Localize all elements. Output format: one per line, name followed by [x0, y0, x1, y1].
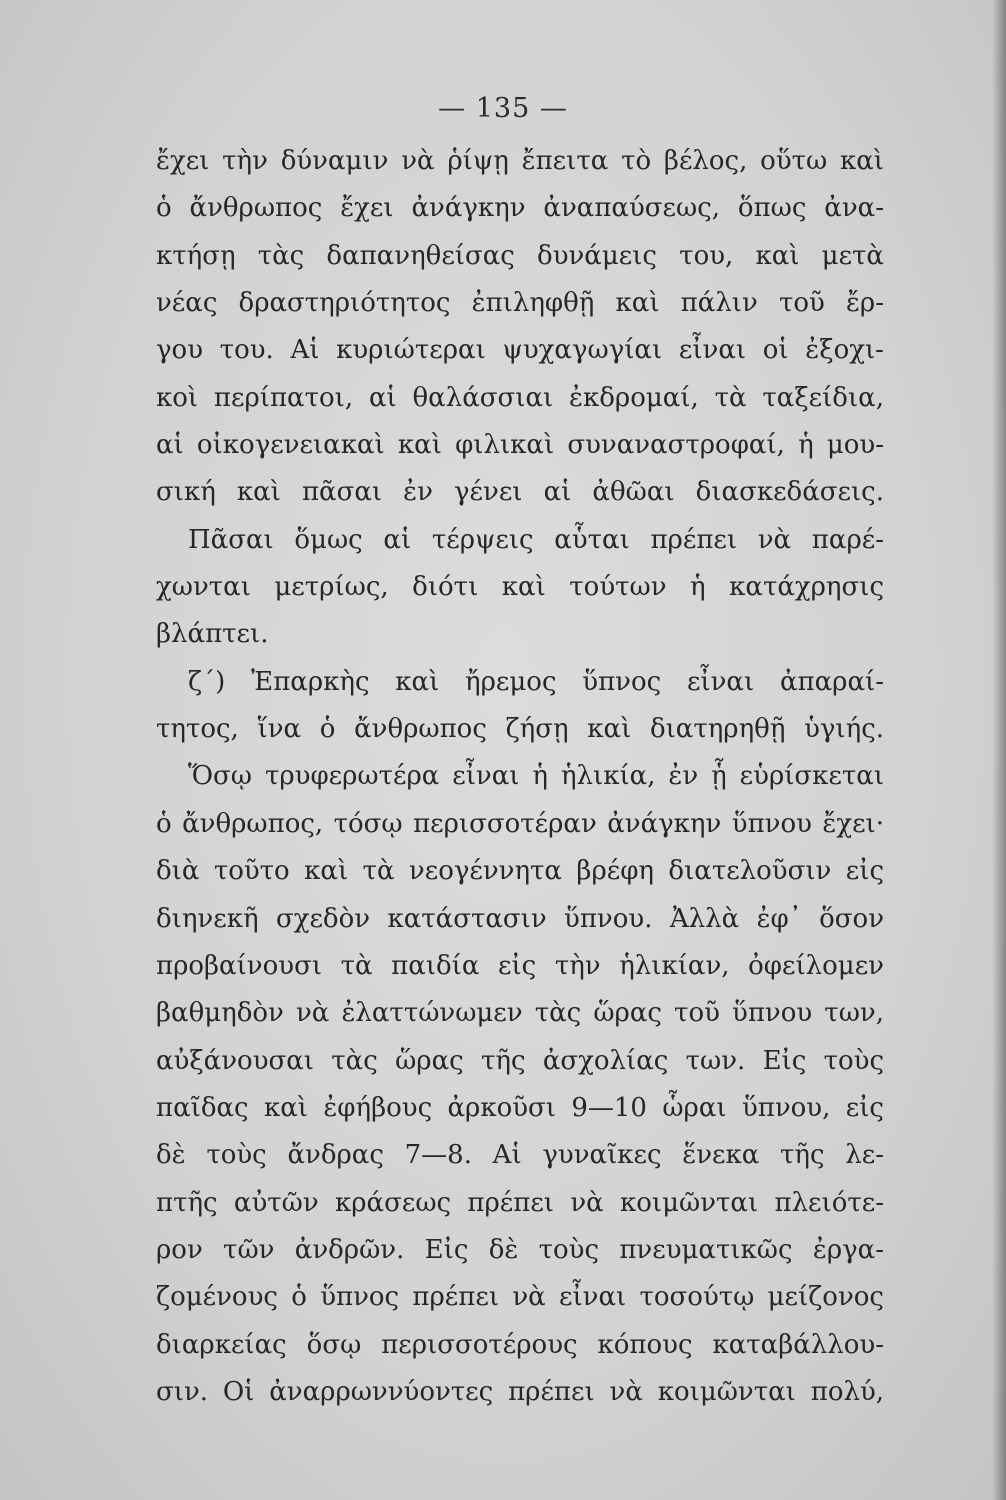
text-line: γου του. Αἱ κυριώτεραι ψυχαγωγίαι εἶναι οἱ ἐξοχι-: [156, 335, 884, 366]
text-line: ζ΄) Ἐπαρκὴς καὶ ἤρεμος ὕπνος εἶναι ἀπαραί-: [188, 666, 884, 697]
text-line: ρον τῶν ἀνδρῶν. Εἰς δὲ τοὺς πνευματικῶς ἐργα-: [156, 1234, 884, 1265]
text-line: σιν. Οἱ ἀναρρωννύοντες πρέπει νὰ κοιμῶνται πολύ,: [156, 1376, 884, 1407]
text-line: ἔχει τὴν δύναμιν νὰ ῥίψῃ ἔπειτα τὸ βέλος, οὕτω καὶ: [156, 146, 884, 176]
text-line: αἱ οἰκογενειακαὶ καὶ φιλικαὶ συναναστροφαί, ἡ μου-: [156, 430, 884, 461]
text-line: κτήσῃ τὰς δαπανηθείσας δυνάμεις του, καὶ μετὰ: [156, 240, 884, 271]
body-text: [156, 138, 884, 1416]
text-line: διὰ τοῦτο καὶ τὰ νεογέννητα βρέφη διατελοῦσιν εἰς: [156, 856, 884, 887]
text-line: ὁ ἄνθρωπος ἔχει ἀνάγκην ἀναπαύσεως, ὅπως ἀνα-: [156, 193, 884, 224]
text-line: ὁ ἄνθρωπος, τόσῳ περισσοτέραν ἀνάγκην ὕπνου ἔχει·: [156, 808, 884, 839]
text-line: τητος, ἵνα ὁ ἄνθρωπος ζήσῃ καὶ διατηρηθῇ ὑγιής.: [156, 714, 884, 745]
text-line: βαθμηδὸν νὰ ἐλαττώνωμεν τὰς ὥρας τοῦ ὕπνου των,: [156, 998, 884, 1029]
text-line: ζομένους ὁ ὕπνος πρέπει νὰ εἶναι τοσούτῳ μείζονος: [156, 1282, 884, 1313]
text-line: χωνται μετρίως, διότι καὶ τούτων ἡ κατάχρησις: [156, 572, 884, 603]
text-line: σική καὶ πᾶσαι ἐν γένει αἱ ἀθῶαι διασκεδάσεις.: [156, 477, 884, 508]
page-edge-shadow: [992, 0, 1006, 1500]
text-line: προβαίνουσι τὰ παιδία εἰς τὴν ἡλικίαν, ὀφείλομεν: [156, 950, 884, 981]
text-line: Πᾶσαι ὅμως αἱ τέρψεις αὗται πρέπει νὰ παρέ-: [188, 524, 884, 555]
text-line: κοὶ περίπατοι, αἱ θαλάσσιαι ἐκδρομαί, τὰ ταξείδια,: [156, 382, 884, 413]
text-line: δὲ τοὺς ἄνδρας 7—8. Αἱ γυναῖκες ἕνεκα τῆς λε-: [156, 1140, 884, 1171]
text-line: παῖδας καὶ ἐφήβους ἀρκοῦσι 9—10 ὧραι ὕπνου, εἰς: [156, 1092, 884, 1123]
text-line: διηνεκῆ σχεδὸν κατάστασιν ὕπνου. Ἀλλὰ ἐφ᾽ ὅσον: [156, 903, 884, 934]
text-line: διαρκείας ὅσῳ περισσοτέρους κόπους καταβάλλου-: [156, 1329, 884, 1360]
text-line: Ὅσῳ τρυφερωτέρα εἶναι ἡ ἡλικία, ἐν ᾗ εὑρίσκεται: [188, 761, 884, 792]
page-number: — 135 —: [438, 93, 568, 124]
text-line: πτῆς αὐτῶν κράσεως πρέπει νὰ κοιμῶνται πλειότε-: [156, 1187, 884, 1218]
text-line: νέας δραστηριότητος ἐπιληφθῇ καὶ πάλιν τοῦ ἔρ-: [156, 288, 884, 319]
text-line: βλάπτει.: [156, 619, 269, 650]
text-line: αὐξάνουσαι τὰς ὥρας τῆς ἀσχολίας των. Εἰς τοὺς: [156, 1045, 884, 1076]
